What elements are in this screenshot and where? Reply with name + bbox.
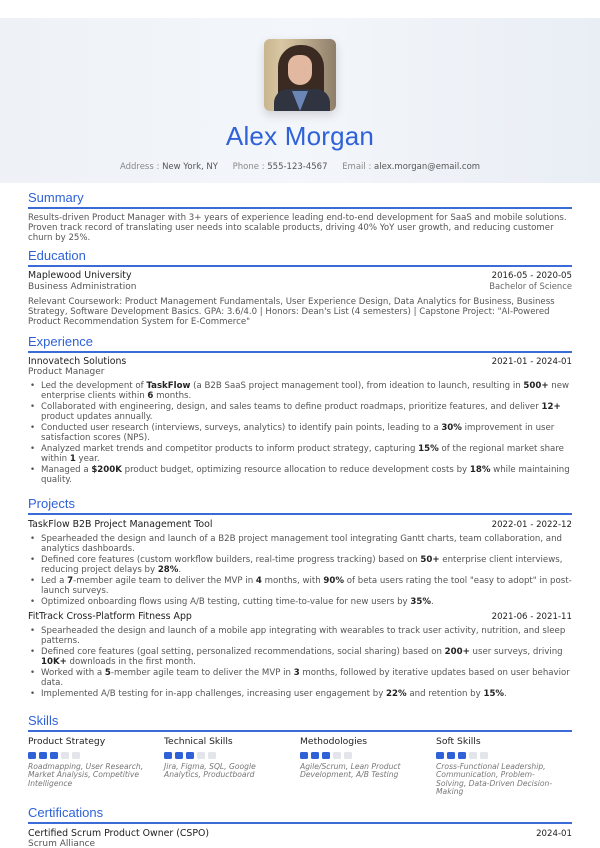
skill-card: Technical Skills Jira, Figma, SQL, Google Analytics, Productboard xyxy=(164,736,300,797)
bullet-item: • Defined core features (goal setting, personalized recommendations, social sharing) based on 200+ user surveys, driving 10K+ downloads in the first month. xyxy=(28,647,572,667)
resume-header xyxy=(0,18,600,183)
skill-dot xyxy=(300,752,308,759)
skill-dot xyxy=(164,752,172,759)
project-name: TaskFlow B2B Project Management Tool xyxy=(28,519,213,530)
skill-dot xyxy=(447,752,455,759)
experience-dates: 2021-01 - 2024-01 xyxy=(491,357,572,367)
skill-dot xyxy=(469,752,477,759)
skill-dot xyxy=(436,752,444,759)
skill-dot xyxy=(50,752,58,759)
profile-photo xyxy=(264,39,336,111)
bullet-item: • Collaborated with engineering, design, and sales teams to define product roadmaps, prioritize features, and deliver 12+ product updates annually. xyxy=(28,402,572,422)
skill-dot xyxy=(333,752,341,759)
certifications-section xyxy=(28,805,572,848)
certification-date: 2024-01 xyxy=(536,829,572,839)
skill-level-dots xyxy=(28,752,164,759)
section-title: Summary xyxy=(28,190,84,205)
project-bullets xyxy=(28,626,572,699)
skill-dot xyxy=(311,752,319,759)
section-title: Certifications xyxy=(28,805,104,820)
certification-name: Certified Scrum Product Owner (CSPO) xyxy=(28,828,210,839)
skills-section xyxy=(28,713,572,797)
bullet-item: • Optimized onboarding flows using A/B testing, cutting time-to-value for new users by 35%. xyxy=(28,597,572,607)
bullet-item: • Worked with a 5-member agile team to deliver the MVP in 3 months, followed by iterative updates based on user behavior data. xyxy=(28,668,572,688)
skill-card: Methodologies Agile/Scrum, Lean Product Development, A/B Testing xyxy=(300,736,436,797)
skill-dot xyxy=(72,752,80,759)
project-name: FitTrack Cross-Platform Fitness App xyxy=(28,611,192,622)
candidate-name: Alex Morgan xyxy=(225,121,375,151)
skills-grid xyxy=(28,736,572,797)
bullet-item: • Analyzed market trends and competitor products to inform product strategy, capturing 15% of the regional market share within 1 year. xyxy=(28,444,572,464)
certification-issuer: Scrum Alliance xyxy=(28,839,96,848)
bullet-item: • Implemented A/B testing for in-app challenges, increasing user engagement by 22% and retention by 15%. xyxy=(28,689,572,699)
skill-dot xyxy=(39,752,47,759)
bullet-item: • Managed a $200K product budget, optimizing resource allocation to reduce development costs by 18% while maintaining quality. xyxy=(28,465,572,485)
experience-section xyxy=(28,334,572,486)
bullet-item: • Led the development of TaskFlow (a B2B SaaS project management tool), from ideation to launch, resulting in 500+ new enterprise clients within 6 months. xyxy=(28,381,572,401)
bullet-item: • Spearheaded the design and launch of a B2B project management tool integrating Gantt charts, team collaboration, and analytics dashboards. xyxy=(28,534,572,554)
education-dates: 2016-05 - 2020-05 xyxy=(491,271,572,281)
section-title: Experience xyxy=(28,334,94,349)
section-title: Education xyxy=(28,248,86,263)
bullet-item: • Conducted user research (interviews, surveys, analytics) to identify pain points, leading to a 30% improvement in user satisfaction scores (NPS). xyxy=(28,423,572,443)
skill-card: Product Strategy Roadmapping, User Research, Market Analysis, Competitive Intelligence xyxy=(28,736,164,797)
projects-section xyxy=(28,496,572,700)
skill-dot xyxy=(322,752,330,759)
job-title: Product Manager xyxy=(28,367,105,377)
skill-dot xyxy=(197,752,205,759)
school-name: Maplewood University xyxy=(28,270,132,281)
summary-section xyxy=(28,190,572,243)
contact-address: Address : New York, NY xyxy=(119,162,218,172)
company-name: Innovatech Solutions xyxy=(28,356,127,367)
skill-level-dots xyxy=(164,752,300,759)
skill-card: Soft Skills Cross-Functional Leadership, Communication, Problem-Solving, Data-Driven Decision-Making xyxy=(436,736,572,797)
bullet-item: • Spearheaded the design and launch of a mobile app integrating with wearables to track user activity, nutrition, and sleep patterns. xyxy=(28,626,572,646)
bullet-item: • Defined core features (custom workflow builders, real-time progress tracking) based on 50+ enterprise client interviews, reducing project delays by 28%. xyxy=(28,555,572,575)
skill-dot xyxy=(208,752,216,759)
skill-dot xyxy=(186,752,194,759)
skill-dot xyxy=(458,752,466,759)
section-divider xyxy=(28,265,572,267)
skill-dot xyxy=(480,752,488,759)
bullet-item: • Led a 7-member agile team to deliver the MVP in 4 months, with 90% of beta users rating the tool "easy to adopt" in post-launch surveys. xyxy=(28,576,572,596)
skill-dot xyxy=(61,752,69,759)
skill-level-dots xyxy=(300,752,436,759)
education-section xyxy=(28,248,572,327)
project-dates: 2022-01 - 2022-12 xyxy=(491,520,572,530)
skill-dot xyxy=(28,752,36,759)
summary-text: Results-driven Product Manager with 3+ years of experience leading end-to-end development for SaaS and mobile solutions. Proven track record of translating user needs into scalable products, driving 40% YoY user growth, and reducing customer churn by 25%. xyxy=(28,213,567,243)
degree: Bachelor of Science xyxy=(489,281,572,291)
skill-dot xyxy=(175,752,183,759)
contact-email: Email : alex.morgan@email.com xyxy=(342,162,481,172)
section-divider xyxy=(28,822,572,824)
contact-info xyxy=(0,162,600,172)
project-dates: 2021-06 - 2021-11 xyxy=(491,612,572,622)
section-title: Skills xyxy=(28,713,59,728)
project-bullets xyxy=(28,534,572,607)
major: Business Administration xyxy=(28,282,137,292)
education-details: Relevant Coursework: Product Management Fundamentals, User Experience Design, Data Analytics for Business, Business Strategy, Software Development Basics. GPA: 3.6/4.0 | Honors: Dean's List (4 semesters) | Capstone Project: "AI-Powered Product Recommendation System for E-Commerce" xyxy=(28,297,555,327)
section-title: Projects xyxy=(28,496,75,511)
skill-level-dots xyxy=(436,752,572,759)
skill-dot xyxy=(344,752,352,759)
section-divider xyxy=(28,207,572,209)
contact-phone: Phone : 555-123-4567 xyxy=(232,162,328,172)
experience-bullets xyxy=(28,381,572,485)
section-divider xyxy=(28,730,572,732)
section-divider xyxy=(28,513,572,515)
section-divider xyxy=(28,351,572,353)
